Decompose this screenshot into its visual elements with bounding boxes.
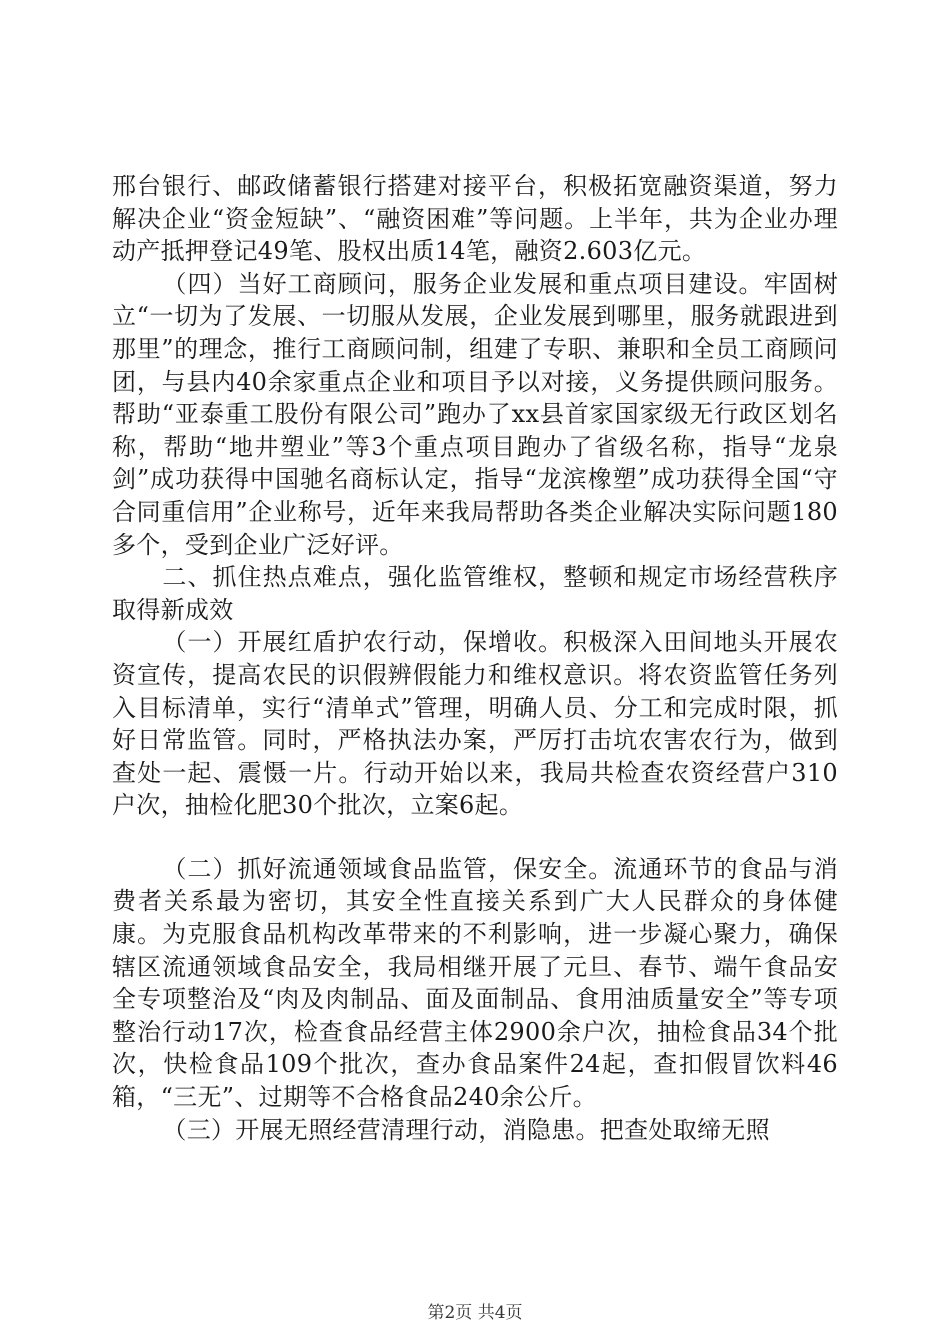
paragraph-unlicensed-business: （三）开展无照经营清理行动，消隐患。把查处取缔无照 [162,1115,770,1144]
paragraph-business-consultant: （四）当好工商顾问，服务企业发展和重点项目建设。牢固树立“一切为了发展、一切服从发展，企业发展到哪里，服务就跟进到那里”的理念，推行工商顾问制，组建了专职、兼职和全员工商顾问团，与县内40余家重点企业和项目予以对接，义务提供顾问服务。帮助“亚泰重工股份有限公司”跑办了xx县首家国家级无行政区划名称，帮助“地井塑业”等3个重点项目跑办了省级名称，指导“龙泉剑”成功获得中国驰名商标认定，指导“龙滨橡塑”成功获得全国“守合同重信用”企业称号，近年来我局帮助各类企业解决实际问题180多个，受到企业广泛好评。 [112,269,838,559]
paragraph-food-safety: （二）抓好流通领域食品监管，保安全。流通环节的食品与消费者关系最为密切，其安全性直接关系到广大人民群众的身体健康。为克服食品机构改革带来的不利影响，进一步凝心聚力，确保辖区流通领域食品安全，我局相继开展了元旦、春节、端午食品安全专项整治及“肉及肉制品、面及面制品、食用油质量安全”等专项整治行动17次，检查食品经营主体2900余户次，抽检食品34个批次，快检食品109个批次，查办食品案件24起，查扣假冒饮料46箱，“三无”、过期等不合格食品240余公斤。 [112,854,838,1112]
page-footer [0,1298,950,1323]
section-heading-market-supervision: 二、抓住热点难点，强化监管维权，整顿和规定市场经营秩序取得新成效 [112,563,838,624]
paragraph-red-shield-agriculture: （一）开展红盾护农行动，保增收。积极深入田间地头开展农资宣传，提高农民的识假辨假能力和维权意识。将农资监管任务列入目标清单，实行“清单式”管理，明确人员、分工和完成时限，抓好日常监管。同时，严格执法办案，严厉打击坑农害农行为，做到查处一起、震慑一片。行动开始以来，我局共检查农资经营户310户次，抽检化肥30个批次，立案6起。 [112,628,838,820]
document-body [112,170,838,1146]
paragraph-financing-platform: 邢台银行、邮政储蓄银行搭建对接平台，积极拓宽融资渠道，努力解决企业“资金短缺”、“融资困难”等问题。上半年，共为企业办理动产抵押登记49笔、股权出质14笔，融资2.603亿元。 [112,172,838,266]
page-number-indicator: 第2页 共4页 [427,1303,523,1323]
